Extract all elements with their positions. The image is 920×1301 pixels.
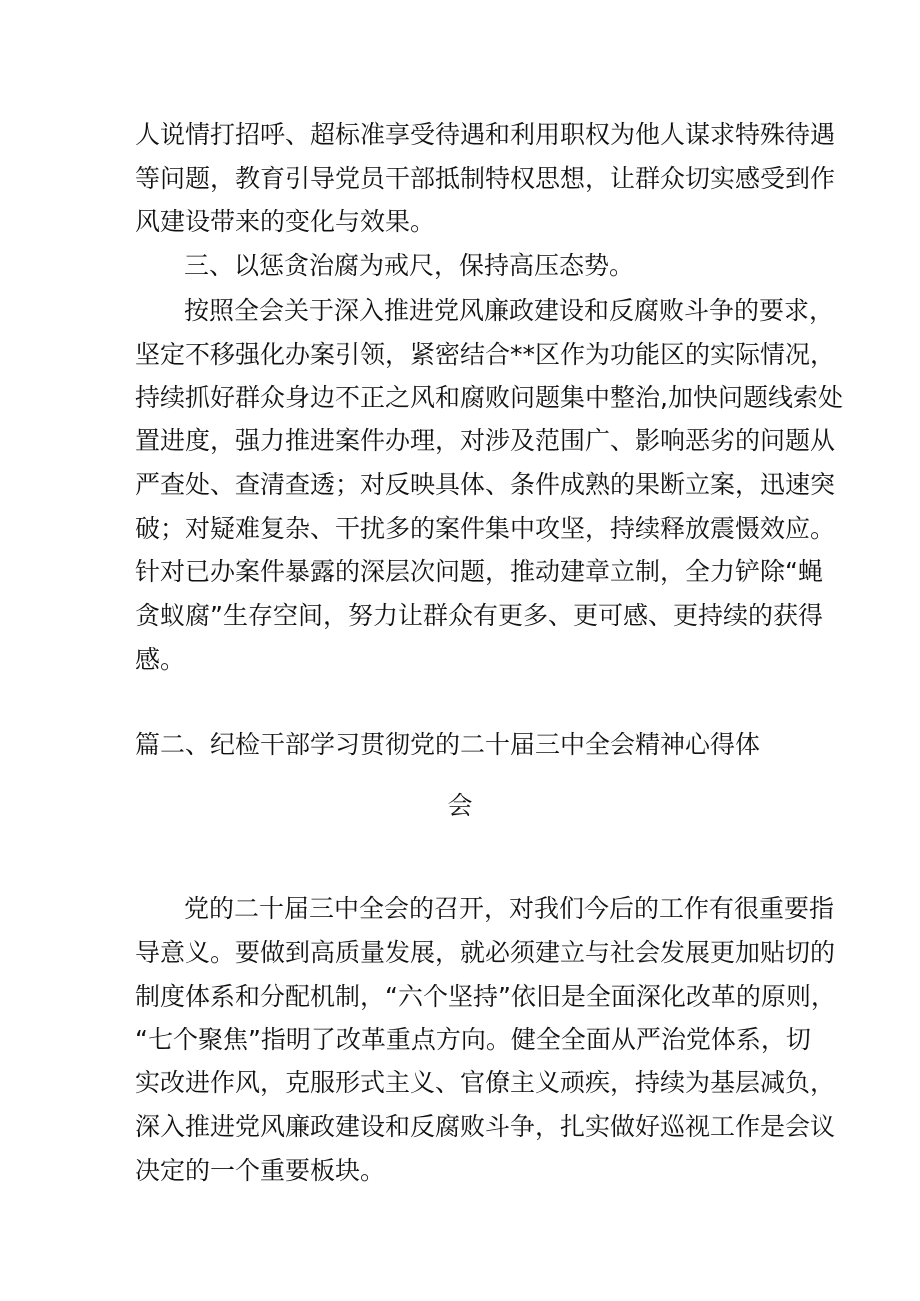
text-line: 持续抓好群众身边不正之风和腐败问题集中整治,加快问题线索处	[135, 383, 843, 412]
text-line: 制度体系和分配机制，“六个坚持”依旧是全面深化改革的原则，	[135, 982, 836, 1011]
text-line: 实改进作风，克服形式主义、官僚主义顽疾，持续为基层减负，	[135, 1068, 836, 1097]
text-line: 感。	[135, 645, 186, 674]
text-line: 风建设带来的变化与效果。	[135, 207, 436, 236]
text-line: 人说情打招呼、超标准享受待遇和利用职权为他人谋求特殊待遇	[135, 120, 836, 149]
text-line: 坚定不移强化办案引领，紧密结合**区作为功能区的实际情况，	[135, 340, 836, 369]
section-title: 篇二、纪检干部学习贯彻党的二十届三中全会精神心得体	[135, 730, 761, 759]
text-line: 党的二十届三中全会的召开，对我们今后的工作有很重要指	[184, 894, 835, 923]
section-title-continuation: 会	[447, 791, 473, 820]
text-line: 贪蚁腐”生存空间，努力让群众有更多、更可感、更持续的获得	[135, 601, 823, 630]
text-line: 决定的一个重要板块。	[135, 1156, 386, 1185]
text-line: 按照全会关于深入推进党风廉政建设和反腐败斗争的要求，	[184, 296, 835, 325]
text-line: 严查处、查清查透；对反映具体、条件成熟的果断立案，迅速突	[135, 470, 836, 499]
text-line: 深入推进党风廉政建设和反腐败斗争，扎实做好巡视工作是会议	[135, 1112, 836, 1141]
text-line: 破；对疑难复杂、干扰多的案件集中攻坚，持续释放震慑效应。	[135, 514, 836, 543]
section-heading: 三、以惩贪治腐为戒尺，保持高压态势。	[184, 251, 635, 280]
text-line: 置进度，强力推进案件办理，对涉及范围广、影响恶劣的问题从	[135, 426, 836, 455]
text-line: 针对已办案件暴露的深层次问题，推动建章立制，全力铲除“蝇	[135, 557, 823, 586]
text-line: “七个聚焦”指明了改革重点方向。健全全面从严治党体系，切	[135, 1025, 811, 1054]
text-line: 等问题，教育引导党员干部抵制特权思想，让群众切实感受到作	[135, 164, 836, 193]
text-line: 导意义。要做到高质量发展，就必须建立与社会发展更加贴切的	[135, 938, 836, 967]
